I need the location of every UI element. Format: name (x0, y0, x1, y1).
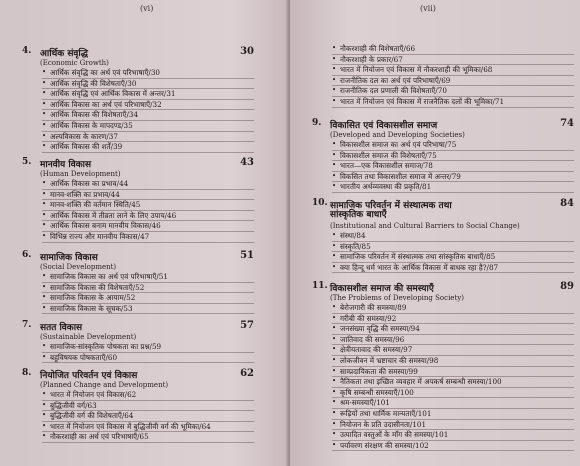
toc-list (22, 342, 254, 363)
toc-item-text: नौकरशाही के प्रकार/67 (340, 54, 403, 64)
chapter-8 (22, 368, 254, 443)
toc-item (332, 151, 574, 162)
bullet-icon: • (42, 200, 47, 209)
toc-item (42, 89, 254, 100)
chapter-title: आर्थिक संवृद्धि (40, 49, 88, 59)
toc-item (332, 263, 574, 274)
toc-item-text: आर्थिक विकास के मापदण्ड/35 (50, 120, 133, 130)
toc-item (332, 231, 574, 242)
toc-item-text: विकासशील समाज का अर्थ एवं परिभाषा/75 (340, 140, 457, 149)
chapter-heading (312, 281, 574, 293)
toc-item (332, 242, 574, 253)
chapter-page-number: 30 (240, 46, 254, 57)
page-folio: (vi) (140, 4, 154, 13)
toc-item-text: आर्थिक विकास में तीव्रता लाने के लिए उपाय/46 (50, 210, 177, 220)
toc-item-text: बुद्धिजीवी वर्ग/63 (50, 400, 97, 410)
bullet-icon: • (332, 313, 337, 322)
chapter-english-title: (Social Development) (40, 263, 117, 271)
chapter-heading (22, 368, 254, 380)
bullet-icon: • (42, 120, 47, 129)
bullet-icon: • (42, 282, 47, 291)
toc-item-text: नौकरशाही की विशेषताएँ/66 (340, 44, 416, 53)
toc-item (42, 422, 254, 433)
chapter-heading (312, 118, 574, 130)
toc-item (332, 430, 574, 441)
toc-item (332, 86, 574, 97)
bullet-icon: • (332, 150, 337, 159)
toc-item-text: बुद्धिजीवी वर्ग की विशेषताएँ/64 (50, 411, 134, 421)
toc-item-text: जनसंख्या वृद्धि की समस्या/94 (340, 324, 420, 334)
toc-item (42, 211, 254, 222)
toc-item (42, 272, 254, 283)
bullet-icon: • (42, 89, 47, 98)
toc-item (332, 252, 574, 263)
toc-list (312, 44, 574, 108)
bullet-icon: • (332, 252, 337, 261)
chapter-heading (312, 198, 574, 210)
toc-item (332, 398, 574, 409)
chapter-page-number: 43 (240, 157, 254, 168)
chapter-title: सामाजिक परिवर्तन में संस्थात्मक तथा (330, 201, 452, 211)
bullet-icon: • (332, 408, 337, 417)
toc-item-text: अल्पविकास के कारण/37 (50, 131, 118, 141)
toc-item (332, 303, 574, 314)
bullet-icon: • (332, 440, 337, 449)
chapter-heading (22, 157, 254, 169)
toc-item (42, 121, 254, 132)
toc-item-text: नियोजन के प्रति उदासीनता/101 (340, 419, 427, 429)
toc-item (42, 142, 254, 153)
bullet-icon: • (42, 432, 47, 441)
bullet-icon: • (332, 262, 337, 271)
bullet-icon: • (42, 411, 47, 420)
chapter-number: 10. (312, 198, 328, 208)
chapter-number: 8. (22, 368, 32, 378)
toc-item (42, 293, 254, 304)
toc-item (42, 79, 254, 90)
chapter-english-title: (Institutional and Cultural Barriers to Social Change) (330, 222, 520, 230)
bullet-icon: • (332, 345, 337, 354)
chapter-page-number: 84 (560, 198, 574, 209)
toc-item (332, 441, 574, 452)
toc-item (332, 55, 574, 66)
toc-item (332, 140, 574, 151)
bullet-icon: • (42, 131, 47, 140)
chapter-number: 9. (312, 118, 322, 128)
chapter-heading (22, 320, 254, 332)
bullet-icon: • (42, 210, 47, 219)
toc-item-text: आर्थिक संवृद्धि की विशेषताएँ/30 (50, 78, 137, 88)
toc-item (42, 110, 254, 121)
bullet-icon: • (42, 110, 47, 119)
toc-item (42, 390, 254, 401)
chapter-10 (312, 198, 574, 273)
toc-list (22, 390, 254, 443)
toc-item-text: आर्थिक संवृद्धि एवं आर्थिक विकास में अन्तर/31 (50, 89, 176, 99)
toc-item (42, 304, 254, 315)
bullet-icon: • (42, 221, 47, 230)
bullet-icon: • (332, 366, 337, 375)
toc-item-text: संस्था/84 (340, 231, 366, 240)
toc-list (22, 272, 254, 314)
toc-item-text: बेरोजगारी की समस्या/89 (340, 303, 407, 312)
toc-item (332, 345, 574, 356)
chapter-title-line-2: सांस्कृतिक बाधाएँ (330, 210, 387, 220)
chapter-english-title: (Developed and Developing Societies) (330, 131, 465, 139)
bullet-icon: • (332, 430, 337, 439)
toc-item (332, 409, 574, 420)
bullet-icon: • (42, 293, 47, 302)
toc-item (42, 353, 254, 364)
bullet-icon: • (332, 387, 337, 396)
bullet-icon: • (332, 161, 337, 170)
toc-item-text: क्षेत्रीयतावाद की समस्या/97 (340, 345, 413, 355)
toc-item-text: विभिन्न राज्य और मानवीय विकास/47 (50, 231, 150, 241)
toc-item (42, 221, 254, 232)
toc-item (332, 367, 574, 378)
toc-item (332, 97, 574, 108)
toc-item-text: साम्प्रदायिकता की समस्या/99 (340, 366, 418, 376)
bullet-icon: • (42, 390, 47, 398)
bullet-icon: • (332, 419, 337, 428)
toc-item (332, 65, 574, 76)
bullet-icon: • (42, 352, 47, 361)
toc-item-text: उत्पादित वस्तुओं के माँग की समस्या/101 (340, 430, 449, 440)
chapter-page-number: 51 (240, 250, 254, 261)
bullet-icon: • (42, 99, 47, 108)
toc-item (42, 283, 254, 294)
toc-item-text: जातिवाद की समस्या/96 (340, 334, 405, 344)
bullet-icon: • (42, 342, 47, 350)
chapter-title: विकासित एवं विकासशील समाज (330, 121, 438, 131)
chapter-heading (22, 46, 254, 58)
toc-item (332, 161, 574, 172)
chapter-english-title: (Economic Growth) (40, 59, 109, 67)
bullet-icon: • (332, 171, 337, 180)
toc-item-text: भारत में नियोजन एवं विकास/62 (50, 390, 137, 399)
toc-item (42, 411, 254, 422)
toc-item-text: पर्यावरण संरक्षण की समस्या/102 (340, 440, 429, 450)
toc-item-text: आर्थिक विकास का प्रभाव/44 (50, 179, 129, 188)
chapter-page-number: 89 (560, 281, 574, 292)
toc-item (332, 76, 574, 87)
toc-item-text: नौकरशाही का अर्थ एवं परिभाषाएँ/65 (50, 432, 149, 442)
bullet-icon: • (42, 142, 47, 151)
toc-item (42, 342, 254, 353)
toc-item-text: विकासशील समाज की विशेषताएँ/75 (340, 150, 437, 160)
toc-item (42, 432, 254, 443)
toc-item-text: बहुविषयक पोषकताएँ/60 (50, 352, 118, 362)
bullet-icon: • (332, 86, 337, 95)
chapter-english-title: (The Problems of Developing Society) (330, 294, 464, 302)
toc-item-text: भारत में नियोजन एवं विकास में बुद्धिजीवी वर्ग की भूमिका/64 (50, 421, 211, 431)
toc-item-text: सामाजिक विकास के आयाम/52 (50, 293, 136, 303)
toc-item-text: लोकजीवन में भ्रष्टाचार की समस्या/98 (340, 355, 439, 365)
bullet-icon: • (42, 421, 47, 430)
chapter-number: 5. (22, 157, 32, 167)
chapter-6 (22, 250, 254, 314)
chapter-english-title: (Planned Change and Development) (40, 381, 169, 389)
toc-item-text: मानव-शक्ति की वर्तमान स्थिति/45 (50, 200, 141, 210)
chapter-4 (22, 46, 254, 153)
bullet-icon: • (332, 303, 337, 311)
chapter-11 (312, 281, 574, 451)
toc-item-text: रूढ़ियों तथा धार्मिक मान्यताएँ/101 (340, 408, 432, 418)
bullet-icon: • (332, 334, 337, 343)
toc-item-text: गरीबी की समस्या/92 (340, 313, 397, 323)
toc-item (42, 401, 254, 412)
toc-item-text: राजनीतिक दल प्रणाली की विशेषताएँ/70 (340, 86, 447, 96)
chapter-5 (22, 157, 254, 243)
toc-item (332, 356, 574, 367)
chapter-title: सामाजिक विकास (40, 253, 98, 263)
bullet-icon: • (42, 303, 47, 312)
chapter-title: विकासशील समाज की समस्याएँ (330, 284, 434, 294)
bullet-icon: • (332, 65, 337, 74)
toc-item (332, 172, 574, 183)
toc-item-text: सामाजिक-सांस्कृतिक पोषकता का प्रश्न/59 (50, 342, 162, 351)
toc-item-text: सामाजिक विकास के सूचक/53 (50, 303, 133, 313)
bullet-icon: • (332, 140, 337, 148)
toc-item (42, 100, 254, 111)
toc-item (42, 132, 254, 143)
chapter-page-number: 74 (560, 118, 574, 129)
chapter-page-number: 62 (240, 368, 254, 379)
bullet-icon: • (332, 324, 337, 333)
toc-item-text: आर्थिक विकास बनाम मानवीय विकास/46 (50, 221, 161, 231)
page-folio: (vii) (420, 4, 436, 13)
chapter-title: सतत विकास (40, 323, 83, 333)
bullet-icon: • (332, 241, 337, 250)
toc-item-text: श्रम-समस्याएँ/101 (340, 398, 390, 408)
toc-item-text: नैतिकता तथा इच्छित व्यवहार में अपकर्ष सम्बन्धी समस्या/100 (340, 377, 502, 387)
toc-item (332, 44, 574, 55)
bullet-icon: • (42, 400, 47, 409)
toc-item-text: आर्थिक विकास की विशेषताएँ/34 (50, 110, 139, 120)
toc-item-text: सामाजिक परिवर्तन में संस्थात्मक तथा सांस्कृतिक बाधाएँ/85 (340, 252, 496, 262)
toc-item-text: सामाजिक विकास का अर्थ एवं परिभाषाएँ/51 (50, 272, 168, 281)
toc-list (22, 68, 254, 153)
toc-item-text: कृषि सम्बन्धी समस्याएँ/100 (340, 387, 414, 397)
bullet-icon: • (332, 44, 337, 52)
bullet-icon: • (332, 231, 337, 239)
toc-item-text: आर्थिक विकास का अर्थ एवं परिभाषाएँ/32 (50, 99, 162, 109)
toc-item (332, 377, 574, 388)
bullet-icon: • (42, 189, 47, 198)
toc-item (332, 335, 574, 346)
toc-list (312, 303, 574, 451)
toc-item-text: भारत—एक विकासशील समाज/78 (340, 161, 433, 171)
bullet-icon: • (332, 377, 337, 386)
toc-item (332, 324, 574, 335)
toc-list (312, 140, 574, 193)
chapter-number: 7. (22, 320, 32, 330)
toc-item-text: भारतीय अर्थव्यवस्था की प्रकृति/81 (340, 182, 432, 192)
bullet-icon: • (42, 68, 47, 76)
toc-item-text: राजनीतिक दल का अर्थ एवं परिभाषाएँ/69 (340, 75, 451, 85)
bullet-icon: • (332, 182, 337, 191)
chapter-8-continued (312, 44, 574, 108)
bullet-icon: • (42, 179, 47, 187)
toc-item-text: विकसित तथा विकासशील समाज में अन्तर/79 (340, 171, 461, 181)
chapter-number: 4. (22, 46, 32, 56)
toc-item-text: मानव-शक्ति का प्रभाव/44 (50, 189, 120, 199)
toc-item-text: भारत में नियोजन एवं विकास में नौकरशाही की भूमिका/68 (340, 65, 493, 75)
toc-item (42, 232, 254, 243)
bullet-icon: • (332, 75, 337, 84)
chapter-number: 11. (312, 281, 328, 291)
bullet-icon: • (332, 96, 337, 105)
chapter-heading (22, 250, 254, 262)
chapter-9 (312, 118, 574, 193)
toc-item (332, 388, 574, 399)
bullet-icon: • (332, 355, 337, 364)
toc-item (332, 420, 574, 431)
toc-item-text: सामाजिक विकास की विशेषताएँ/52 (50, 282, 145, 292)
chapter-page-number: 57 (240, 320, 254, 331)
bullet-icon: • (332, 54, 337, 63)
toc-item (332, 314, 574, 325)
toc-item-text: भारत में नियोजन एवं विकास में राजनैतिक दलों की भूमिका/71 (340, 96, 505, 106)
bullet-icon: • (42, 272, 47, 280)
bullet-icon: • (42, 231, 47, 240)
chapter-english-title: (Sustainable Development) (40, 333, 137, 341)
toc-item (42, 68, 254, 79)
toc-list (22, 179, 254, 243)
chapter-title: मानवीय विकास (40, 160, 92, 170)
chapter-english-title: (Human Development) (40, 170, 121, 178)
right-page (290, 0, 580, 466)
toc-list (312, 231, 574, 273)
toc-item-text: संस्कृति/85 (340, 241, 371, 251)
toc-item (42, 190, 254, 201)
chapter-title: नियोजित परिवर्तन एवं विकास (40, 371, 138, 381)
toc-item (42, 200, 254, 211)
toc-item (332, 182, 574, 193)
toc-item-text: आर्थिक संवृद्धि का अर्थ एवं परिभाषाएँ/30 (50, 68, 160, 77)
toc-item-text: क्या हिन्दू धर्म भारत के आर्थिक विकास में बाधक रहा है?/87 (340, 262, 499, 272)
bullet-icon: • (332, 398, 337, 407)
toc-item (42, 179, 254, 190)
toc-item-text: आर्थिक विकास की शर्तें/39 (50, 142, 123, 152)
chapter-number: 6. (22, 250, 32, 260)
bullet-icon: • (42, 78, 47, 87)
chapter-7 (22, 320, 254, 363)
